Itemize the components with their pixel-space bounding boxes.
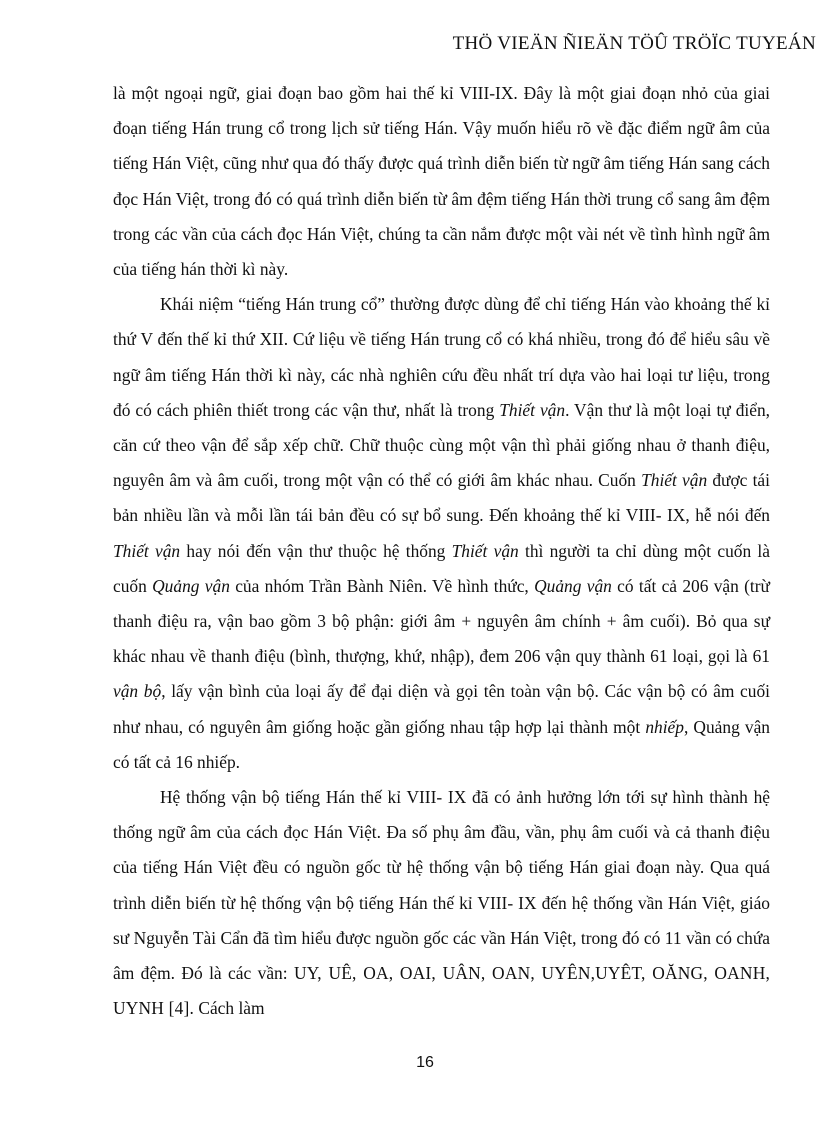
text-run: của nhóm Trần Bành Niên. Về hình thức, [229, 575, 535, 596]
italic-term: Quảng vận [152, 575, 230, 596]
italic-term: Thiết vận [451, 540, 519, 561]
italic-term: vận bộ [113, 681, 162, 702]
paragraph-2 [113, 287, 770, 780]
page-number: 16 [416, 1054, 434, 1071]
italic-term: Quảng vận [534, 575, 612, 596]
paragraph-1: là một ngoại ngữ, giai đoạn bao gồm hai thế kỉ VIII-IX. Đây là một giai đoạn nhỏ của giai đoạn tiếng Hán trung cổ trong lịch sử tiếng Hán. Vậy muốn hiểu rõ về đặc điểm ngữ âm của tiếng Hán Việt, cũng như qua đó thấy được quá trình diễn biến từ ngữ âm tiếng Hán sang cách đọc Hán Việt, trong đó có quá trình diễn biến từ âm đệm tiếng Hán thời trung cổ sang âm đệm trong các vần của cách đọc Hán Việt, chúng ta cần nắm được một vài nét về tình hình ngữ âm của tiếng hán thời kì này. [113, 83, 770, 280]
paragraph-3 [113, 780, 770, 1026]
italic-term: Thiết vận [113, 540, 181, 561]
text-run: Hệ thống vận bộ tiếng Hán thế kỉ VIII- IX đã có ảnh hưởng lớn tới sự hình thành hệ thống ngữ âm của cách đọc Hán Việt. Đa số phụ âm đầu, vần, phụ âm cuối và cả thanh điệu của tiếng Hán Việt đều có nguồn gốc từ hệ thống vận bộ tiếng Hán giai đoạn này. Qua quá trình diễn biến từ hệ thống vận bộ tiếng Hán thế kỉ VIII- IX đến hệ thống vần Hán Việt, giáo sư Nguyễn Tài Cẩn đã tìm hiểu được nguồn gốc các vần Hán Việt, trong đó có 11 vần có chứa âm đệm. Đó là các vần: [113, 787, 770, 984]
text-run: . Vận thư là một loại tự điển, căn cứ theo vận để sắp xếp chữ. Chữ thuộc cùng một vận thì phải giống nhau ở thanh điệu, nguyên âm và âm cuối, trong một vận có thể có giới âm khác nhau. Cuốn [113, 399, 770, 491]
page-header: THÖ VIEÄN ÑIEÄN TÖÛ TRÖÏC TUYEÁN [452, 33, 816, 54]
text-run: , lấy vận bình của loại ấy để đại diện và gọi tên toàn vận bộ. Các vận bộ có âm cuối như nhau, có nguyên âm giống hoặc gần giống nhau tập hợp lại thành một [113, 681, 770, 737]
italic-term: nhiếp [645, 716, 684, 737]
text-run: Cách làm [194, 998, 265, 1019]
italic-term: Thiết vận [641, 470, 708, 491]
text-run: Khái niệm “tiếng Hán trung cổ” thường được dùng để chỉ tiếng Hán vào khoảng thế kỉ thứ V đến thế kỉ thứ XII. Cứ liệu về tiếng Hán trung cổ có khá nhiều, trong đó để hiểu sâu về ngữ âm tiếng Hán thời kì này, các nhà nghiên cứu đều nhất trí dựa vào hai loại tư liệu, trong đó có cách phiên thiết trong các vận thư, nhất là trong [113, 294, 770, 420]
text-run: thì người ta chỉ dùng một cuốn là cuốn [113, 540, 770, 596]
italic-term: Thiết vận [499, 399, 566, 420]
text-run: được tái bản nhiều lần và mỗi lần tái bản đều có sự bổ sung. Đến khoảng thế kỉ VIII- IX, hễ nói đến [113, 470, 770, 526]
rhyme-list: UY, UÊ, OA, OAI, UÂN, OAN, UYÊN,UYÊT, OĂNG, OANH, UYNH [4]. [113, 963, 770, 1019]
text-run: , Quảng vận có tất cả 16 nhiếp. [113, 716, 770, 772]
text-run: có tất cả 206 vận (trừ thanh điệu ra, vận bao gồm 3 bộ phận: giới âm + nguyên âm chính + âm cuối). Bỏ qua sự khác nhau về thanh điệu (bình, thượng, khứ, nhập), đem 206 vận quy thành 61 loại, gọi là 61 [113, 575, 770, 667]
body-text [113, 76, 770, 1026]
text-run: hay nói đến vận thư thuộc hệ thống [180, 540, 452, 561]
